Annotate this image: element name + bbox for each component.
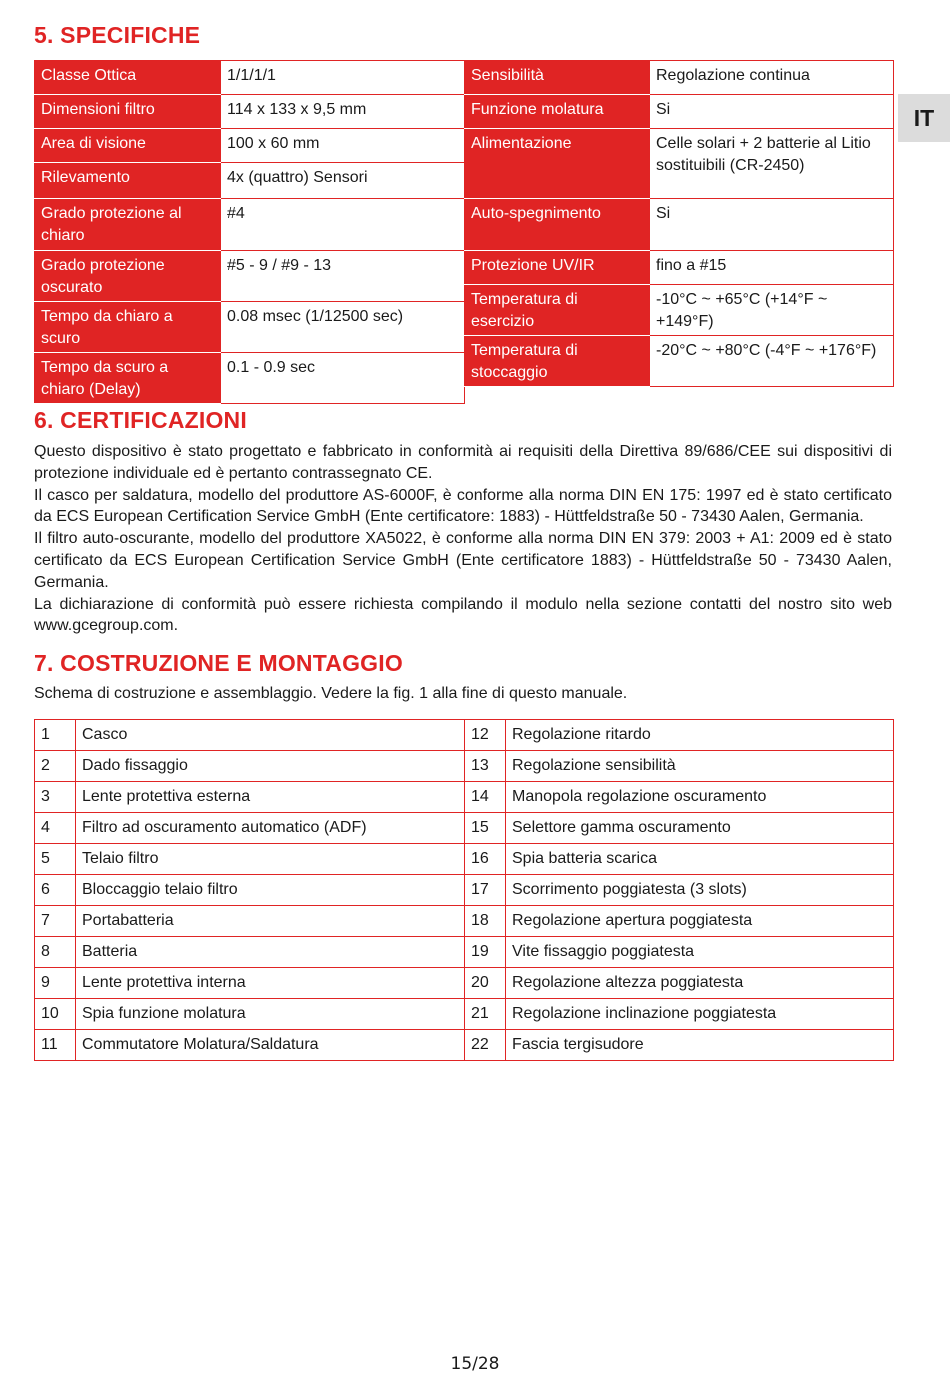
table-row [35,813,894,844]
table-row [35,937,894,968]
part-name: Telaio filtro [76,844,465,875]
part-name: Selettore gamma oscuramento [506,813,894,844]
part-number: 11 [35,1030,76,1061]
table-row [35,968,894,999]
part-name: Lente protettiva esterna [76,782,465,813]
section-5-title: 5. SPECIFICHE [34,22,201,48]
part-name: Manopola regolazione oscuramento [506,782,894,813]
parts-table [34,719,894,1061]
spec-label: Grado protezione al chiaro [35,199,221,251]
certification-paragraph: Il filtro auto-oscurante, modello del produttore XA5022, è conforme alla norma DIN EN 379: 2003 + A1: 2009 ed è stato certificato da ECS European Certification Service GmbH (Ente certificatore 1883) - Hüttfeldstraße 50 - 73430 Aalen, Germania. [34,530,892,591]
table-row [35,875,894,906]
part-number: 21 [465,999,506,1030]
part-number: 8 [35,937,76,968]
part-name: Spia funzione molatura [76,999,465,1030]
table-row [35,844,894,875]
spec-label: Sensibilità [465,61,650,95]
spec-label: Classe Ottica [35,61,221,95]
spec-value: Celle solari + 2 batterie al Litio sostituibili (CR-2450) [650,129,894,199]
part-name: Portabatteria [76,906,465,937]
spec-value: -20°C ~ +80°C (-4°F ~ +176°F) [650,336,894,387]
part-number: 17 [465,875,506,906]
part-number: 7 [35,906,76,937]
section-7-title: 7. COSTRUZIONE E MONTAGGIO [34,650,403,676]
part-name: Regolazione ritardo [506,720,894,751]
spec-value: 0.1 - 0.9 sec [221,353,465,404]
part-name: Fascia tergisudore [506,1030,894,1061]
spec-label: Auto-spegnimento [465,199,650,251]
table-row [35,782,894,813]
part-number: 15 [465,813,506,844]
part-name: Dado fissaggio [76,751,465,782]
part-name: Spia batteria scarica [506,844,894,875]
spec-value: fino a #15 [650,251,894,285]
part-name: Scorrimento poggiatesta (3 slots) [506,875,894,906]
spec-label: Protezione UV/IR [465,251,650,285]
spec-label: Funzione molatura [465,95,650,129]
spec-label: Rilevamento [35,163,221,199]
part-number: 20 [465,968,506,999]
construction-intro: Schema di costruzione e assemblaggio. Vedere la fig. 1 alla fine di questo manuale. [34,685,628,702]
part-number: 6 [35,875,76,906]
table-row [35,720,894,751]
spec-value: 100 x 60 mm [221,129,465,163]
spec-label: Tempo da scuro a chiaro (Delay) [35,353,221,404]
certification-text [34,441,892,637]
part-number: 12 [465,720,506,751]
spec-table-left [34,60,465,404]
part-number: 1 [35,720,76,751]
part-name: Regolazione inclinazione poggiatesta [506,999,894,1030]
section-6-title: 6. CERTIFICAZIONI [34,407,247,433]
table-row [35,1030,894,1061]
part-number: 4 [35,813,76,844]
part-name: Regolazione altezza poggiatesta [506,968,894,999]
part-name: Bloccaggio telaio filtro [76,875,465,906]
spec-label: Area di visione [35,129,221,163]
part-name: Commutatore Molatura/Saldatura [76,1030,465,1061]
part-name: Lente protettiva interna [76,968,465,999]
spec-value: Regolazione continua [650,61,894,95]
spec-label: Tempo da chiaro a scuro [35,302,221,353]
spec-value: #4 [221,199,465,251]
spec-value: Si [650,199,894,251]
spec-value: -10°C ~ +65°C (+14°F ~ +149°F) [650,285,894,336]
certification-paragraph: La dichiarazione di conformità può essere richiesta compilando il modulo nella sezione contatti del nostro sito web www.gcegroup.com. [34,595,892,635]
spec-label: Grado protezione oscurato [35,251,221,302]
spec-value: 0.08 msec (1/12500 sec) [221,302,465,353]
part-name: Filtro ad oscuramento automatico (ADF) [76,813,465,844]
part-number: 5 [35,844,76,875]
part-number: 18 [465,906,506,937]
table-row [35,999,894,1030]
spec-value: Si [650,95,894,129]
part-name: Casco [76,720,465,751]
spec-label: Temperatura di esercizio [465,285,650,336]
spec-value: #5 - 9 / #9 - 13 [221,251,465,302]
spec-label: Alimentazione [465,129,650,199]
certification-paragraph: Il casco per saldatura, modello del produttore AS-6000F, è conforme alla norma DIN EN 175: 1997 ed è stato certificato da ECS European Certification Service GmbH (Ente certificatore: 1883) - Hüttfeldstraße 50 - 73430 Aalen, Germania. [34,486,892,526]
part-number: 14 [465,782,506,813]
part-number: 2 [35,751,76,782]
spec-value: 1/1/1/1 [221,61,465,95]
spec-value: 114 x 133 x 9,5 mm [221,95,465,129]
spec-value: 4x (quattro) Sensori [221,163,465,199]
part-number: 9 [35,968,76,999]
part-name: Regolazione sensibilità [506,751,894,782]
part-name: Batteria [76,937,465,968]
part-number: 16 [465,844,506,875]
table-row [35,751,894,782]
part-number: 10 [35,999,76,1030]
page-number: 15/28 [450,1354,500,1374]
part-name: Regolazione apertura poggiatesta [506,906,894,937]
part-name: Vite fissaggio poggiatesta [506,937,894,968]
part-number: 22 [465,1030,506,1061]
part-number: 19 [465,937,506,968]
certification-paragraph: Questo dispositivo è stato progettato e fabbricato in conformità ai requisiti della Direttiva 89/686/CEE sui dispositivi di protezione individuale ed è pertanto contrassegnato CE. [34,443,892,482]
language-tab: IT [898,94,950,142]
spec-label: Dimensioni filtro [35,95,221,129]
part-number: 3 [35,782,76,813]
table-row [35,906,894,937]
spec-table-right [464,60,894,387]
spec-label: Temperatura di stoccaggio [465,336,650,387]
part-number: 13 [465,751,506,782]
